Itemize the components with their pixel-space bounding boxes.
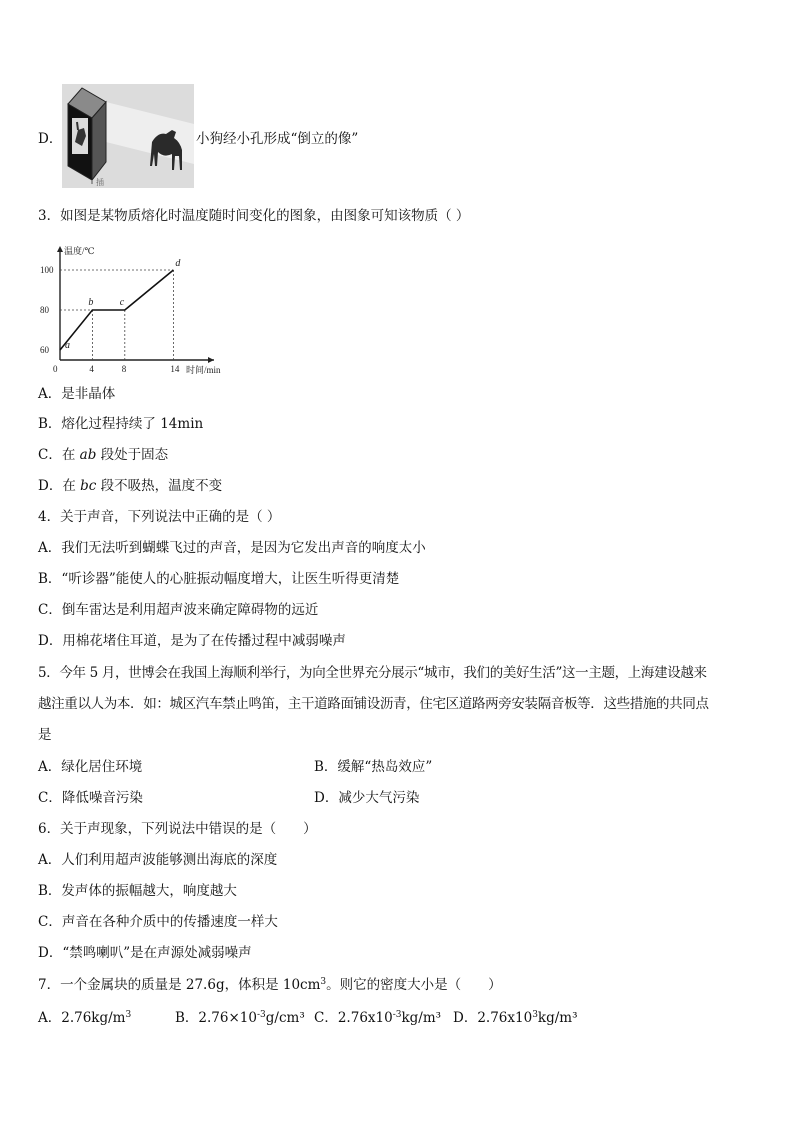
x-tick-label: 14 bbox=[170, 364, 180, 374]
option-label: D． bbox=[314, 790, 339, 806]
option-label: D． bbox=[38, 131, 63, 147]
q3-stem: 3．如图是某物质熔化时温度随时间变化的图象，由图象可知该物质（ ） bbox=[38, 208, 470, 224]
figure-caption: 插 bbox=[96, 178, 104, 187]
option-label: C． bbox=[38, 790, 62, 806]
option-text: “禁鸣喇叭”是在声源处减弱噪声 bbox=[62, 945, 252, 961]
y-axis-arrow bbox=[57, 246, 63, 252]
segment-label: bc bbox=[80, 478, 97, 494]
option-text-pre: 在 bbox=[62, 478, 81, 494]
q6-option-b bbox=[38, 881, 237, 901]
option-sup: -3 bbox=[256, 1010, 266, 1020]
option-label: D． bbox=[453, 1010, 478, 1026]
option-text: 降低噪音污染 bbox=[61, 790, 143, 806]
q7-stem-pre: 7．一个金属块的质量是 27.6g，体积是 10cm bbox=[38, 977, 321, 993]
q6-option-d bbox=[38, 943, 252, 963]
option-text: 熔化过程持续了 14min bbox=[61, 416, 204, 432]
x-tick-label: 8 bbox=[121, 364, 127, 374]
option-base: 2.76x10 bbox=[477, 1010, 533, 1026]
option-sup: 3 bbox=[532, 1010, 538, 1020]
q5-stem-line-2: 越注重以人为本．如：城区汽车禁止鸣笛，主干道路面铺设沥青，住宅区道路两旁安装隔音板等．这些措施的共同点 bbox=[38, 696, 709, 712]
option-label: A． bbox=[38, 1010, 62, 1026]
q6-option-a bbox=[38, 850, 277, 870]
option-tail: kg/m³ bbox=[401, 1010, 442, 1026]
q5-option-d bbox=[314, 788, 419, 808]
q7-option-b bbox=[175, 1008, 305, 1028]
option-sup: 3 bbox=[125, 1010, 132, 1020]
option-text: 是非晶体 bbox=[61, 386, 116, 402]
option-label: A． bbox=[38, 852, 62, 868]
q4-option-d bbox=[38, 631, 346, 651]
x-axis-arrow bbox=[208, 357, 214, 363]
x-tick-label: 0 bbox=[53, 364, 58, 374]
y-tick-label: 80 bbox=[40, 305, 49, 315]
option-text-post: 段处于固态 bbox=[96, 447, 169, 463]
melting-curve-svg bbox=[36, 242, 232, 376]
option-text: 用棉花堵住耳道，是为了在传播过程中减弱噪声 bbox=[62, 633, 346, 649]
option-label: A． bbox=[38, 759, 62, 775]
option-label: C． bbox=[314, 1010, 338, 1026]
option-label: B． bbox=[175, 1010, 199, 1026]
option-label: C． bbox=[38, 914, 62, 930]
q3-option-c bbox=[38, 445, 168, 465]
q2-option-d bbox=[38, 129, 62, 149]
q4-option-a bbox=[38, 538, 426, 558]
q4-option-c bbox=[38, 600, 318, 620]
q7-option-d bbox=[453, 1008, 578, 1028]
option-text: 声音在各种介质中的传播速度一样大 bbox=[61, 914, 278, 930]
y-tick-label: 100 bbox=[40, 265, 54, 275]
point-label-a: a bbox=[65, 340, 70, 351]
x-axis-label: 时间/min bbox=[186, 365, 221, 375]
option-text: 发声体的振幅越大，响度越大 bbox=[61, 883, 237, 899]
q4-stem: 4．关于声音，下列说法中正确的是（ ） bbox=[38, 509, 281, 525]
option-base: 2.76×10 bbox=[198, 1010, 257, 1026]
q6-stem: 6．关于声现象，下列说法中错误的是（ ） bbox=[38, 821, 317, 837]
q5-option-a bbox=[38, 757, 142, 777]
option-text: 人们利用超声波能够测出海底的深度 bbox=[61, 852, 278, 868]
pinhole-camera-figure bbox=[62, 84, 194, 188]
option-text: 减少大气污染 bbox=[338, 790, 420, 806]
option-label: C． bbox=[38, 447, 62, 463]
option-text-pre: 在 bbox=[61, 447, 80, 463]
point-label-d: d bbox=[175, 258, 181, 269]
option-text-post: 段不吸热，温度不变 bbox=[96, 478, 223, 494]
q7-option-a bbox=[38, 1008, 131, 1028]
option-tail: g/cm³ bbox=[265, 1010, 305, 1026]
option-sup: -3 bbox=[392, 1010, 402, 1020]
q4-option-b bbox=[38, 569, 399, 589]
option-label: B． bbox=[38, 883, 62, 899]
segment-label: ab bbox=[79, 447, 97, 463]
option-text: 倒车雷达是利用超声波来确定障碍物的远近 bbox=[61, 602, 319, 618]
option-label: A． bbox=[38, 540, 62, 556]
option-base: 2.76x10 bbox=[337, 1010, 393, 1026]
option-label: D． bbox=[38, 478, 63, 494]
q6-option-c bbox=[38, 912, 278, 932]
q5-option-c bbox=[38, 788, 143, 808]
q2-option-d-text: 小狗经小孔形成“倒立的像” bbox=[196, 131, 359, 147]
option-label: B． bbox=[38, 571, 62, 587]
option-label: B． bbox=[38, 416, 62, 432]
point-label-b: b bbox=[88, 297, 94, 308]
q3-option-d bbox=[38, 476, 222, 496]
pinhole-camera-illustration bbox=[62, 84, 194, 188]
q3-option-a bbox=[38, 384, 115, 404]
q5-stem-line-1: 5．今年 5 月，世博会在我国上海顺利举行，为向全世界充分展示“城市，我们的美好生活”这一主题，上海建设越来 bbox=[38, 665, 707, 681]
q3-option-b bbox=[38, 414, 203, 434]
option-label: C． bbox=[38, 602, 62, 618]
option-text: 绿化居住环境 bbox=[61, 759, 143, 775]
option-base: 2.76kg/m bbox=[61, 1010, 126, 1026]
x-tick-label: 4 bbox=[89, 364, 94, 374]
q7-stem bbox=[38, 975, 502, 995]
point-label-c: c bbox=[119, 297, 125, 308]
option-label: D． bbox=[38, 633, 63, 649]
q5-option-b bbox=[314, 757, 432, 777]
y-tick-label: 60 bbox=[40, 345, 49, 355]
option-text: “听诊器”能使人的心脏振动幅度增大，让医生听得更清楚 bbox=[61, 571, 400, 587]
q7-option-c bbox=[314, 1008, 441, 1028]
option-tail: kg/m³ bbox=[537, 1010, 578, 1026]
q5-stem-line-3: 是 bbox=[38, 727, 52, 743]
q7-stem-sup: 3 bbox=[320, 977, 327, 987]
option-label: A． bbox=[38, 386, 62, 402]
option-text: 缓解“热岛效应” bbox=[337, 759, 433, 775]
option-text: 我们无法听到蝴蝶飞过的声音，是因为它发出声音的响度太小 bbox=[61, 540, 426, 556]
y-axis-label: 温度/℃ bbox=[64, 246, 95, 256]
q7-stem-post: 。则它的密度大小是（ ） bbox=[326, 977, 502, 993]
option-label: D． bbox=[38, 945, 63, 961]
option-label: B． bbox=[314, 759, 338, 775]
melting-curve-chart bbox=[36, 242, 232, 376]
